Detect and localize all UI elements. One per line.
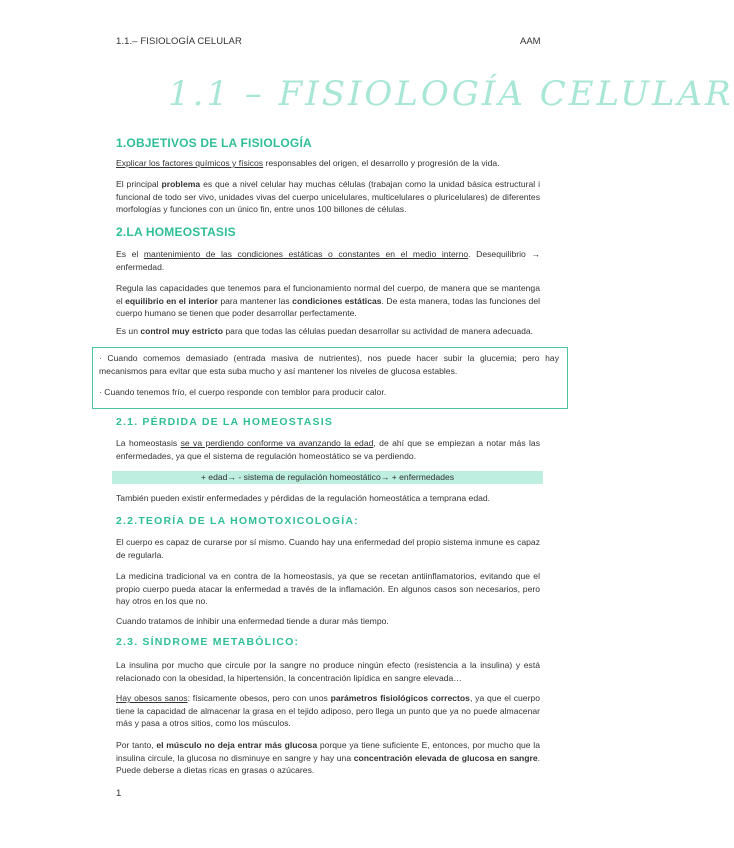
paragraph: Regula las capacidades que tenemos para el funcionamiento normal del cuerpo, de manera que se mantenga el equilibrio en el interior para mantener las condiciones estáticas. De esta manera, todas las funciones del cuerpo humano se tienen que poder desarrollar perfectamente.	[116, 283, 541, 319]
section-heading-homeostasis: 2.LA HOMEOSTASIS	[116, 225, 236, 239]
section-heading-objetivos: 1.OBJETIVOS DE LA FISIOLOGÍA	[116, 136, 312, 150]
box-paragraph: · Cuando comemos demasiado (entrada masiva de nutrientes), nos puede hacer subir la glucemia; pero hay mecanismos para evitar que esta suba mucho y así mantener los niveles de glucosa estables.	[99, 353, 559, 376]
highlighted-formula: + edad→ - sistema de regulación homeostático→ + enfermedades	[112, 471, 543, 484]
box-paragraph: · Cuando tenemos frío, el cuerpo responde con temblor para producir calor.	[99, 387, 387, 397]
paragraph: La medicina tradicional va en contra de la homeostasis, ya que se recetan antiinflamatorios, evitando que el propio cuerpo pueda atacar la enfermedad a través de la inflamación. En algunos casos son necesarios, pero hay otros en los que no.	[116, 571, 540, 607]
paragraph: Es un control muy estricto para que todas las células puedan desarrollar su actividad de manera adecuada.	[116, 326, 534, 336]
example-box	[92, 347, 568, 409]
paragraph: Por tanto, el músculo no deja entrar más glucosa porque ya tiene suficiente E, entonces, por mucho que la insulina circule, la glucosa no disminuye en sangre y hay una concentración elevada de glucosa en sangre. Puede deberse a dietas ricas en grasas o azúcares.	[116, 740, 540, 776]
paragraph: Explicar los factores químicos y físicos responsables del origen, el desarrollo y progresión de la vida.	[116, 158, 500, 168]
paragraph: El principal problema es que a nivel celular hay muchas células (trabajan como la unidad básica estructural i funcional de todo ser vivo, unidades vivas del cuerpo unicelulares, multicelulares o pluricelulares) de diferentes morfologías y funciones con un único fin, entre unos 100 billones de células.	[116, 179, 540, 215]
running-header-initials: AAM	[520, 36, 541, 47]
subsection-heading-sindrome: 2.3. SÍNDROME METABÓLICO:	[116, 636, 300, 648]
paragraph: Cuando tratamos de inhibir una enfermedad tiende a durar más tiempo.	[116, 616, 389, 626]
paragraph: Es el mantenimiento de las condiciones estáticas o constantes en el medio interno. Desequilibrio → enfermedad.	[116, 249, 540, 272]
paragraph: También pueden existir enfermedades y pérdidas de la regulación homeostática a temprana edad.	[116, 493, 491, 503]
running-header-title: 1.1.– FISIOLOGÍA CELULAR	[116, 36, 242, 47]
subsection-heading-perdida: 2.1. PÉRDIDA DE LA HOMEOSTASIS	[116, 416, 334, 428]
paragraph: La homeostasis se va perdiendo conforme va avanzando la edad, de ahí que se empiezan a notar más las enfermedades, ya que el sistema de regulación homeostático se va perdiendo.	[116, 438, 540, 461]
paragraph: Hay obesos sanos: físicamente obesos, pero con unos parámetros fisiológicos correctos, ya que el cuerpo tiene la capacidad de almacenar la grasa en el tejido adiposo, pero llega un punto que ya no puede almacenar más y pasa a otros sitios, como los músculos.	[116, 693, 540, 729]
page-number: 1	[116, 788, 122, 799]
paragraph: El cuerpo es capaz de curarse por sí mismo. Cuando hay una enfermedad del propio sistema inmune es capaz de regularla.	[116, 537, 540, 560]
page-title: 1.1 – FISIOLOGÍA CELULAR	[168, 74, 734, 114]
subsection-heading-homotoxicologia: 2.2.TEORÍA DE LA HOMOTOXICOLOGÍA:	[116, 515, 359, 527]
paragraph: La insulina por mucho que circule por la sangre no produce ningún efecto (resistencia a la insulina) y está relacionado con la obesidad, la hipertensión, la concentración lipídica en sangre elevada…	[116, 660, 540, 683]
